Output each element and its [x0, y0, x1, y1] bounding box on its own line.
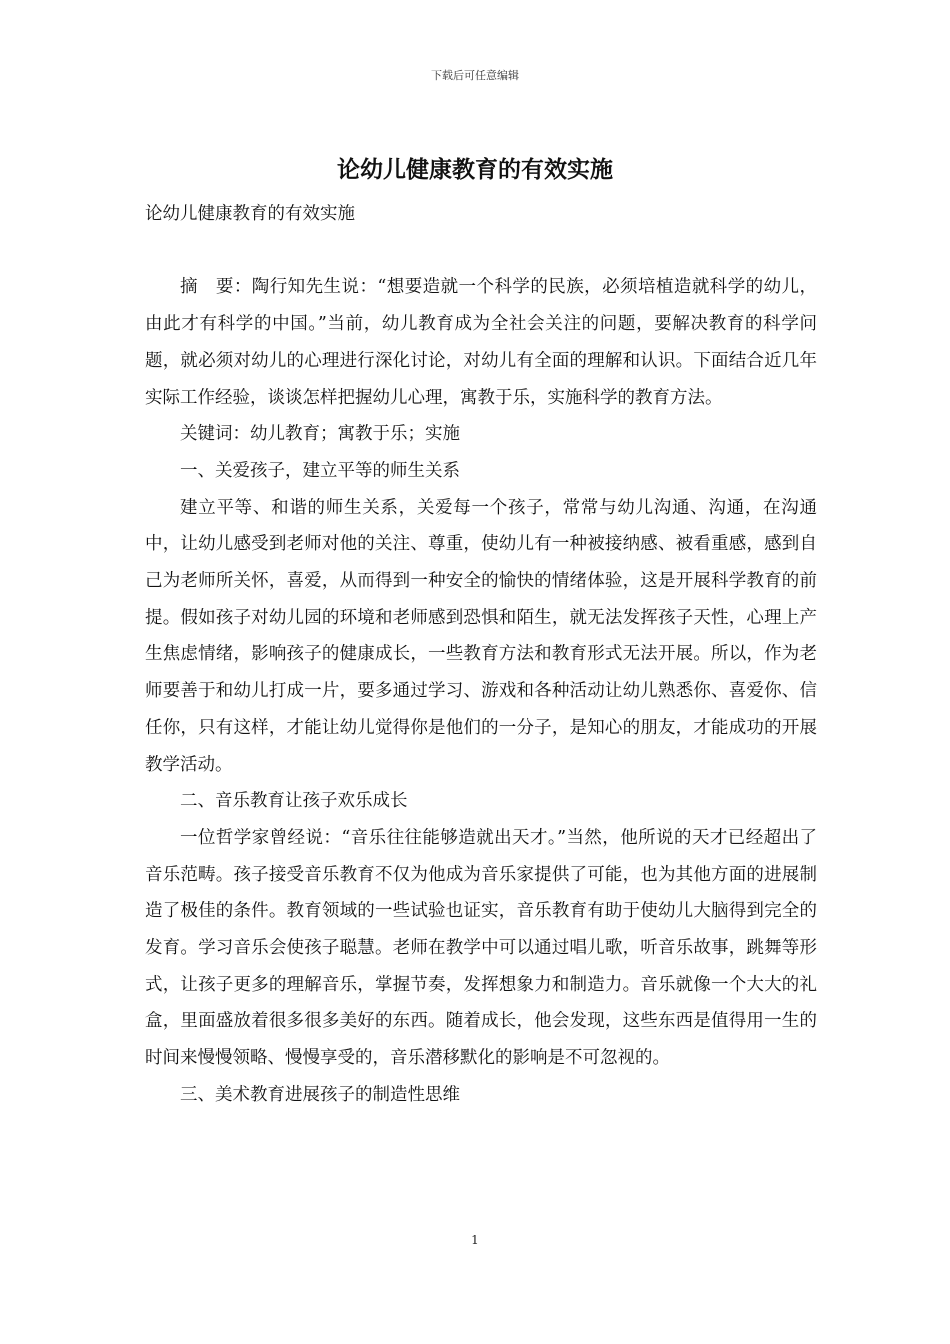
- blank-line: [145, 233, 817, 270]
- header-note: 下载后可任意编辑: [431, 69, 519, 82]
- abstract-paragraph: 摘 要：陶行知先生说：“想要造就一个科学的民族，必须培植造就科学的幼儿，由此才有科学的中国。”当前，幼儿教育成为全社会关注的问题，要解决教育的科学问题，就必须对幼儿的心理进行深化讨论，对幼儿有全面的理解和认识。下面结合近几年实际工作经验，谈谈怎样把握幼儿心理，寓教于乐，实施科学的教育方法。: [145, 277, 817, 408]
- document-body: [145, 196, 817, 1114]
- document-title: 论幼儿健康教育的有效实施: [337, 156, 613, 183]
- keywords-line: 关键词：幼儿教育；寓教于乐；实施: [180, 424, 460, 445]
- section-heading: 三、美术教育进展孩子的制造性思维: [180, 1084, 460, 1105]
- subtitle-line: 论幼儿健康教育的有效实施: [145, 204, 355, 224]
- page-number: 1: [471, 1233, 479, 1247]
- section-heading: 一、关爱孩子，建立平等的师生关系: [180, 460, 460, 481]
- section-paragraph: 建立平等、和谐的师生关系，关爱每一个孩子，常常与幼儿沟通、沟通，在沟通中，让幼儿感受到老师对他的关注、尊重，使幼儿有一种被接纳感、被看重感，感到自己为老师所关怀，喜爱，从而得到一种安全的愉快的情绪体验，这是开展科学教育的前提。假如孩子对幼儿园的环境和老师感到恐惧和陌生，就无法发挥孩子天性，心理上产生焦虑情绪，影响孩子的健康成长，一些教育方法和教育形式无法开展。所以，作为老师要善于和幼儿打成一片，要多通过学习、游戏和各种活动让幼儿熟悉你、喜爱你、信任你，只有这样，才能让幼儿觉得你是他们的一分子，是知心的朋友，才能成功的开展教学活动。: [145, 497, 817, 775]
- section-heading: 二、音乐教育让孩子欢乐成长: [180, 791, 408, 812]
- section-paragraph: 一位哲学家曾经说：“音乐往往能够造就出天才。”当然，他所说的天才已经超出了音乐范畴。孩子接受音乐教育不仅为他成为音乐家提供了可能，也为其他方面的进展制造了极佳的条件。教育领域的一些试验也证实，音乐教育有助于使幼儿大脑得到完全的发育。学习音乐会使孩子聪慧。老师在教学中可以通过唱儿歌，听音乐故事，跳舞等形式，让孩子更多的理解音乐，掌握节奏，发挥想象力和制造力。音乐就像一个大大的礼盒，里面盛放着很多很多美好的东西。随着成长，他会发现，这些东西是值得用一生的时间来慢慢领略、慢慢享受的，音乐潜移默化的影响是不可忽视的。: [145, 827, 817, 1069]
